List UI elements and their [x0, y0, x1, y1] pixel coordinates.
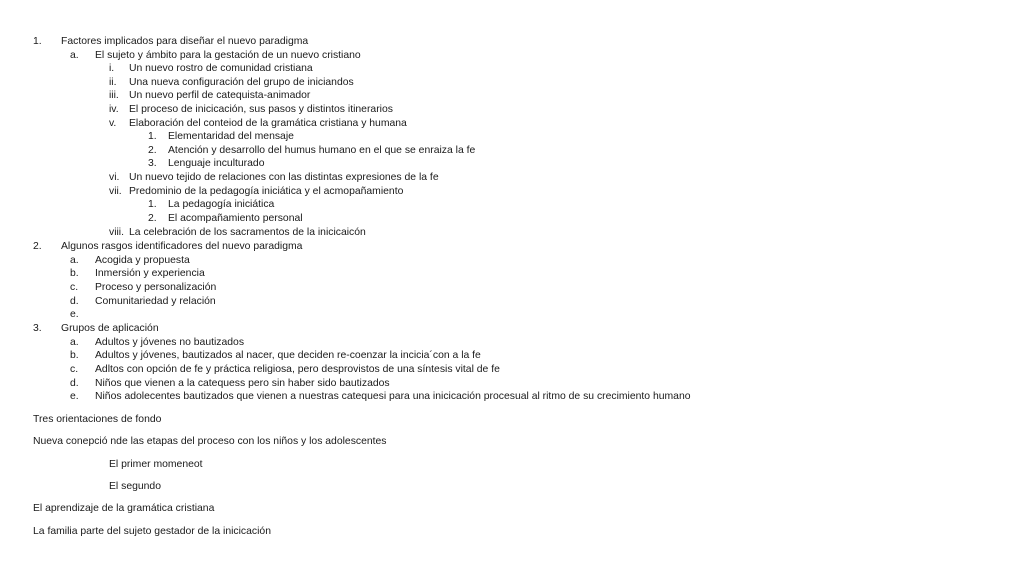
list-marker: b. — [70, 268, 79, 279]
list-marker: 1. — [148, 131, 157, 142]
paragraph-first-moment: El primer momeneot — [109, 459, 203, 470]
list-marker: 1. — [148, 199, 157, 210]
paragraph-second: El segundo — [109, 481, 161, 492]
list-text: Niños que vienen a la catequess pero sin haber sido bautizados — [95, 378, 390, 389]
list-marker: vii. — [109, 186, 122, 197]
list-marker: vi. — [109, 172, 120, 183]
list-marker: a. — [70, 255, 79, 266]
list-text: Comunitariedad y relación — [95, 296, 216, 307]
list-marker: 3. — [148, 158, 157, 169]
paragraph-orientations: Tres orientaciones de fondo — [33, 414, 162, 425]
list-text: Elaboración del conteiod de la gramática cristiana y humana — [129, 118, 407, 129]
list-text: Predominio de la pedagogía iniciática y el acmopañamiento — [129, 186, 404, 197]
list-marker: a. — [70, 50, 79, 61]
list-text: Lenguaje inculturado — [168, 158, 265, 169]
list-marker: v. — [109, 118, 117, 129]
list-text: Atención y desarrollo del humus humano en el que se enraiza la fe — [168, 145, 476, 156]
list-marker: 2. — [148, 213, 157, 224]
list-text: Una nueva configuración del grupo de iniciandos — [129, 77, 354, 88]
list-text: Algunos rasgos identificadores del nuevo paradigma — [61, 241, 303, 252]
list-text: Un nuevo rostro de comunidad cristiana — [129, 63, 313, 74]
list-text: La celebración de los sacramentos de la inicicaicón — [129, 227, 366, 238]
list-text: Factores implicados para diseñar el nuevo paradigma — [61, 36, 309, 47]
list-text: Elementaridad del mensaje — [168, 131, 294, 142]
list-text: Niños adolecentes bautizados que vienen a nuestras catequesi para una inicicación procesual al ritmo de su crecimiento humano — [95, 391, 691, 402]
list-marker: d. — [70, 296, 79, 307]
list-marker: ii. — [109, 77, 117, 88]
list-marker: c. — [70, 364, 79, 375]
list-marker: iv. — [109, 104, 119, 115]
paragraph-family: La familia parte del sujeto gestador de la inicicación — [33, 526, 271, 537]
list-text: Inmersión y experiencia — [95, 268, 205, 279]
list-marker: i. — [109, 63, 115, 74]
list-marker: 1. — [33, 36, 42, 47]
paragraph-new-conception: Nueva conepció nde las etapas del proceso con los niños y los adolescentes — [33, 436, 387, 447]
list-marker: 3. — [33, 323, 42, 334]
list-text: El acompañamiento personal — [168, 213, 303, 224]
list-text: La pedagogía iniciática — [168, 199, 275, 210]
list-text: Proceso y personalización — [95, 282, 217, 293]
paragraph-grammar: El aprendizaje de la gramática cristiana — [33, 503, 215, 514]
list-marker: b. — [70, 350, 79, 361]
list-text: Grupos de aplicación — [61, 323, 159, 334]
list-marker: 2. — [148, 145, 157, 156]
list-text: El proceso de inicicación, sus pasos y distintos itinerarios — [129, 104, 393, 115]
list-marker: viii. — [109, 227, 125, 238]
list-text: Adultos y jóvenes no bautizados — [95, 337, 245, 348]
list-marker: e. — [70, 391, 79, 402]
list-marker: 2. — [33, 241, 42, 252]
list-text: El sujeto y ámbito para la gestación de un nuevo cristiano — [95, 50, 361, 61]
list-marker: c. — [70, 282, 79, 293]
list-text: Adltos con opción de fe y práctica religiosa, pero desprovistos de una síntesis vital de fe — [95, 364, 500, 375]
list-text: Adultos y jóvenes, bautizados al nacer, que deciden re-coenzar la incicia´con a la fe — [95, 350, 481, 361]
list-text: Un nuevo perfil de catequista-animador — [129, 90, 311, 101]
list-marker: d. — [70, 378, 79, 389]
list-marker: a. — [70, 337, 79, 348]
list-marker: iii. — [109, 90, 119, 101]
list-marker: e. — [70, 309, 79, 320]
list-text: Un nuevo tejido de relaciones con las distintas expresiones de la fe — [129, 172, 439, 183]
list-text: Acogida y propuesta — [95, 255, 190, 266]
